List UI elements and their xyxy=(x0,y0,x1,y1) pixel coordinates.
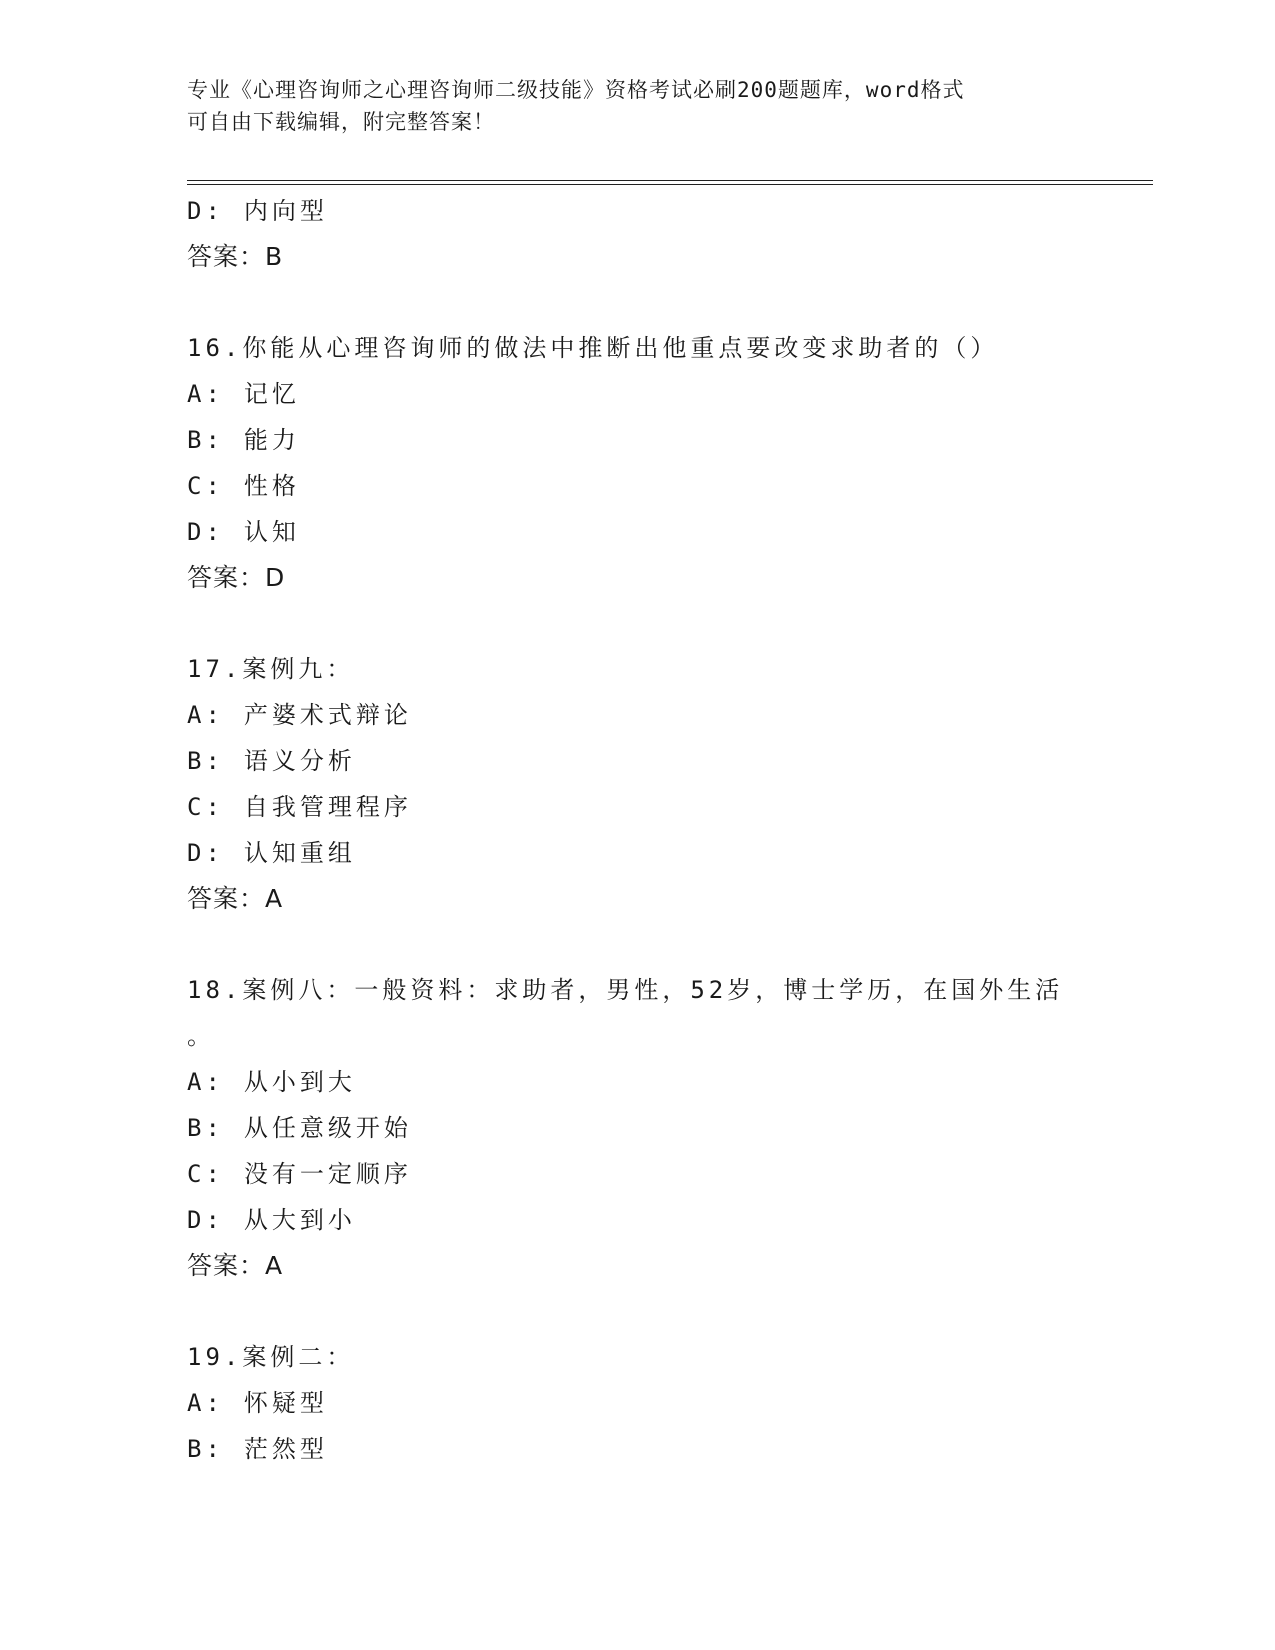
option-key: D: xyxy=(187,1206,224,1234)
option-text: 怀疑型 xyxy=(243,1389,328,1417)
answer-line: 答案：A xyxy=(187,884,284,913)
header-line-1: 专业《心理咨询师之心理咨询师二级技能》资格考试必刷200题题库，word格式 xyxy=(187,78,965,102)
question-block xyxy=(187,967,1087,1289)
question-stem: 19.案例二： xyxy=(187,1343,355,1371)
option-line xyxy=(187,509,1087,555)
question-block xyxy=(187,325,1087,601)
option-key: B: xyxy=(187,1435,224,1463)
option-line xyxy=(187,371,1087,417)
option-key: D: xyxy=(187,839,224,867)
header-divider-bottom xyxy=(187,184,1153,185)
answer-line: 答案：D xyxy=(187,563,286,592)
header-divider-top xyxy=(187,180,1153,181)
option-key: A: xyxy=(187,380,224,408)
answer-line: 答案：A xyxy=(187,1251,284,1280)
option-text: 认知 xyxy=(243,518,300,546)
option-line xyxy=(187,1426,1087,1472)
question-stem: 16.你能从心理咨询师的做法中推断出他重点要改变求助者的（） xyxy=(187,334,999,362)
option-key: A: xyxy=(187,701,224,729)
option-text: 认知重组 xyxy=(243,839,356,867)
option-key: B: xyxy=(187,747,224,775)
question-block xyxy=(187,1334,1087,1472)
option-key: D: xyxy=(187,197,224,225)
option-key: C: xyxy=(187,793,224,821)
option-key: A: xyxy=(187,1068,224,1096)
question-stem: 17.案例九： xyxy=(187,655,355,683)
option-line xyxy=(187,738,1087,784)
option-text: 自我管理程序 xyxy=(243,793,412,821)
option-text: 语义分析 xyxy=(243,747,356,775)
option-text: 能力 xyxy=(243,426,300,454)
option-text: 性格 xyxy=(243,472,300,500)
option-line xyxy=(187,784,1087,830)
header-line-2: 可自由下载编辑，附完整答案！ xyxy=(187,110,495,134)
option-line xyxy=(187,463,1087,509)
answer-line: 答案：B xyxy=(187,242,284,271)
option-line xyxy=(187,1197,1087,1243)
option-key: C: xyxy=(187,1160,224,1188)
document-header xyxy=(187,74,1067,138)
option-text: 产婆术式辩论 xyxy=(243,701,412,729)
option-text: 记忆 xyxy=(243,380,300,408)
option-text: 内向型 xyxy=(243,197,328,225)
option-key: A: xyxy=(187,1389,224,1417)
option-text: 茫然型 xyxy=(243,1435,328,1463)
option-line xyxy=(187,417,1087,463)
option-text: 没有一定顺序 xyxy=(243,1160,412,1188)
option-line xyxy=(187,1151,1087,1197)
option-line xyxy=(187,830,1087,876)
option-text: 从小到大 xyxy=(243,1068,356,1096)
option-text: 从大到小 xyxy=(243,1206,356,1234)
option-key: B: xyxy=(187,1114,224,1142)
option-line xyxy=(187,1380,1087,1426)
option-line xyxy=(187,1059,1087,1105)
option-line xyxy=(187,188,1087,234)
question-stem: 18.案例八：一般资料：求助者，男性，52岁，博士学历，在国外生活 xyxy=(187,976,1064,1004)
question-block xyxy=(187,646,1087,922)
option-key: B: xyxy=(187,426,224,454)
option-line xyxy=(187,1105,1087,1151)
question-stem-continuation: 。 xyxy=(187,1022,215,1050)
option-key: C: xyxy=(187,472,224,500)
question-list xyxy=(187,188,1087,1472)
option-line xyxy=(187,692,1087,738)
option-text: 从任意级开始 xyxy=(243,1114,412,1142)
option-key: D: xyxy=(187,518,224,546)
